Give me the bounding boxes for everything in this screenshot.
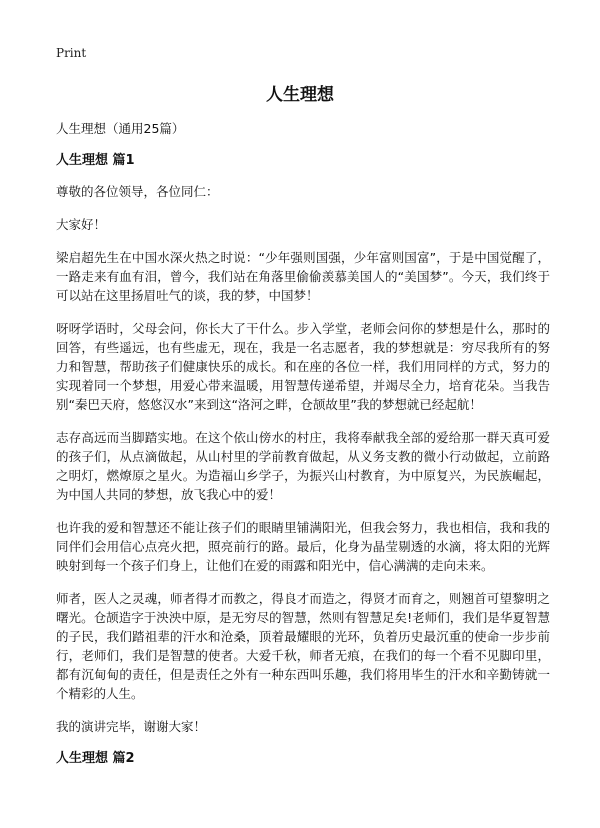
document-body [56, 120, 550, 780]
section-heading-2: 人生理想 篇2 [56, 751, 135, 766]
paragraph-body: 师者，医人之灵魂，师者得才而教之，得良才而造之，得贤才而育之，则翘首可望黎明之曙光。仓颉造字于泱泱中原，是无穷尽的智慧，然则有智慧足矣!老师们，我们是华夏智慧的子民，我们踏祖辈的汗水和沧桑，顶着最耀眼的光环，负着历史最沉重的使命一步步前行，老师们，我们是智慧的使者。大爱千秋，师者无痕，在我们的每一个看不见脚印里，都有沉甸甸的责任，但是责任之外有一种东西叫乐趣，我们将用毕生的汗水和辛勤铸就一个精彩的人生。 [56, 591, 550, 701]
print-link[interactable]: Print [56, 46, 87, 60]
paragraph-body: 梁启超先生在中国水深火热之时说：“少年强则国强，少年富则国富”，于是中国觉醒了，一路走来有血有泪，曾今，我们站在角落里偷偷羡慕美国人的“美国梦”。今天，我们终于可以站在这里扬眉吐气的谈，我的梦，中国梦！ [56, 250, 550, 303]
paragraph-salutation: 尊敬的各位领导，各位同仁： [56, 184, 219, 199]
paragraph-body: 呀呀学语时，父母会问，你长大了干什么。步入学堂，老师会问你的梦想是什么，那时的回答，有些遥远，也有些虚无，现在，我是一名志愿者，我的梦想就是：穷尽我所有的努力和智慧，帮助孩子们健康快乐的成长。和在座的各位一样，我们用同样的方式，努力的实现着同一个梦想，用爱心带来温暖，用智慧传递希望，并竭尽全力，培育花朵。当我告别“秦巴天府，悠悠汉水”来到这“洛河之畔，仓颉故里”我的梦想就已经起航！ [56, 321, 550, 412]
document-subtitle: 人生理想（通用25篇） [56, 121, 185, 136]
paragraph-closing: 我的演讲完毕，谢谢大家！ [56, 719, 207, 734]
paragraph-body: 志存高远而当脚踏实地。在这个依山傍水的村庄，我将奉献我全部的爱给那一群天真可爱的孩子们，从点滴做起，从山村里的学前教育做起，从义务支教的微小行动做起，立前路之明灯，燃燎原之星火。为造福山乡学子，为振兴山村教育，为中原复兴，为民族崛起，为中国人共同的梦想，放飞我心中的爱！ [56, 430, 550, 502]
paragraph-body: 也许我的爱和智慧还不能让孩子们的眼睛里铺满阳光，但我会努力，我也相信，我和我的同伴们会用信心点亮火把，照亮前行的路。最后，化身为晶莹剔透的水滴，将太阳的光辉映射到每一个孩子们身上，让他们在爱的雨露和阳光中，信心满满的走向未来。 [56, 520, 550, 573]
section-heading-1: 人生理想 篇1 [56, 153, 135, 168]
paragraph-greeting: 大家好！ [56, 217, 107, 232]
page-title: 人生理想 [266, 85, 334, 105]
